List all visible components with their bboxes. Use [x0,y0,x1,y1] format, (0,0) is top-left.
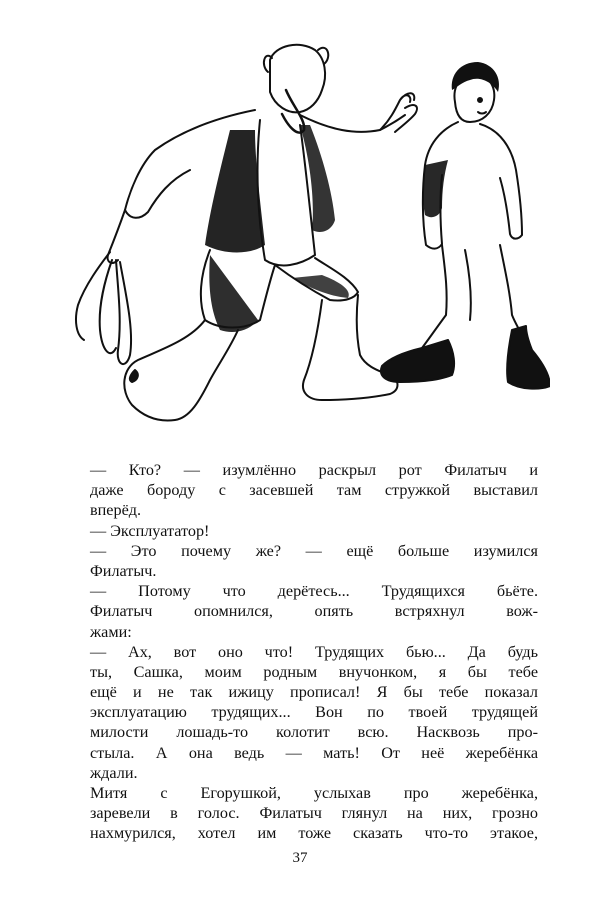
text-line: ты, Сашка, моим родным внучонком, я бы тебе [90,662,538,681]
text-line: — Кто? — изумлённо раскрыл рот Филатыч и [90,461,538,479]
text-line: стыла. А она ведь — мать! От неё жеребёнка [90,743,538,762]
text-line: жами: [90,622,132,641]
text-line: эксплуатацию трудящих... Вон по твоей трудящей [90,703,538,722]
text-line: заревели в голос. Филатыч глянул на них, грозно [90,804,538,823]
text-line: милости лошадь-то колотит всю. Насквозь про- [90,723,538,742]
body-text [90,460,538,844]
text-line: — Ах, вот оно что! Трудящих бью... Да будь [90,642,538,661]
text-line: — Потому что дерётесь... Трудящихся бьёте. [90,582,538,601]
illustration-old-man-chasing-boy [60,30,550,450]
text-line: ещё и не так ижицу прописал! Я бы тебе показал [90,683,538,702]
text-line: Митя с Егорушкой, услыхав про жеребёнка, [90,784,538,802]
text-line: нахмурился, хотел им тоже сказать что-то этакое, [90,824,538,843]
page-number: 37 [292,850,308,866]
text-line: Филатыч. [90,561,157,580]
text-line: даже бороду с засевшей там стружкой выставил [90,481,538,500]
text-line: ждали. [90,763,138,782]
text-line: Филатыч опомнился, опять встряхнул вож- [90,602,538,621]
text-line: вперёд. [90,501,142,520]
text-line: — Эксплуататор! [90,521,210,540]
text-line: — Это почему же? — ещё больше изумился [90,541,538,560]
